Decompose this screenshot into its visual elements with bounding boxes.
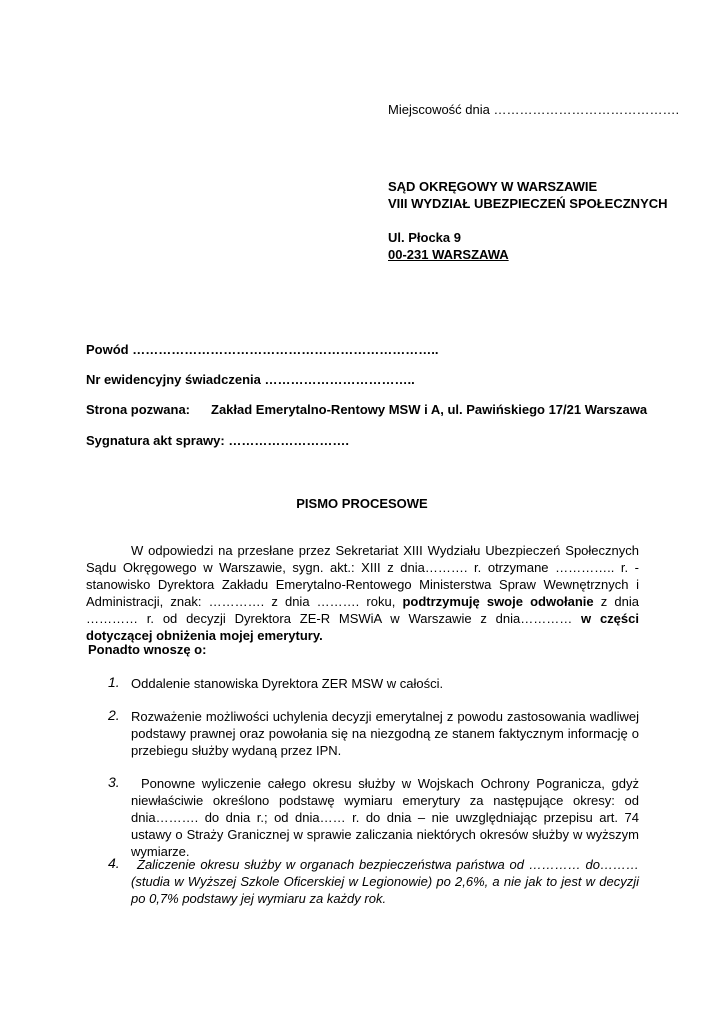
item-number: 1. bbox=[108, 674, 120, 690]
defendant-field bbox=[86, 401, 648, 418]
court-name: SĄD OKRĘGOWY W WARSZAWIE bbox=[388, 179, 598, 194]
case-signature-field: Sygnatura akt sprawy: ………………………. bbox=[86, 433, 349, 448]
defendant-label: Strona pozwana: bbox=[86, 402, 191, 417]
item-number: 3. bbox=[108, 774, 120, 790]
item-number: 2. bbox=[108, 707, 120, 723]
item-text: Oddalenie stanowiska Dyrektora ZER MSW w całości. bbox=[131, 676, 444, 691]
item-number: 4. bbox=[108, 855, 120, 871]
benefit-number-field: Nr ewidencyjny świadczenia …………………………….. bbox=[86, 372, 415, 387]
court-address-block bbox=[388, 178, 668, 263]
item-text: Ponowne wyliczenie całego okresu służby w Wojskach Ochrony Pogranicza, gdyż niewłaściwie określono podstawę wymiaru emerytury za następujące okresy: od dnia………. do dnia r.; od dnia…… r. do dnia – nie uwzględniając przepisu art. 74 ustawy o Straży Granicznej w sprawie zaliczania niektórych okresów służby w wyższym wymiarze. bbox=[131, 776, 639, 859]
document-title: PISMO PROCESOWE bbox=[296, 496, 428, 511]
court-street: Ul. Płocka 9 bbox=[388, 230, 461, 245]
court-postal-city: 00-231 WARSZAWA bbox=[388, 247, 509, 262]
defendant-value: Zakład Emerytalno-Rentowy MSW i A, ul. Pawińskiego 17/21 Warszawa bbox=[211, 402, 648, 417]
item-text: Zaliczenie okresu służby w organach bezpieczeństwa państwa od ………… do……… (studia w Wyższej Szkole Oficerskiej w Legionowie) po 2,6%, a nie jak to jest w decyzji po 0,7% podstawy jej wymiaru za każdy rok. bbox=[131, 857, 639, 906]
intro-paragraph: W odpowiedzi na przesłane przez Sekretariat XIII Wydziału Ubezpieczeń Społecznych Sądu Okręgowego w Warszawie, sygn. akt.: XIII z dnia………. r. otrzymane ………….. r. - stanowisko Dyrektora Zakładu Emerytalno-Rentowego Ministerstwa Spraw Wewnętrznych i Administracji, znak: …………. z dnia ………. roku, podtrzymuję swoje odwołanie z dnia ………… r. od decyzji Dyrektora ZE-R MSWiA w Warszawie z dnia………… w części dotyczącej obniżenia mojej emerytury. bbox=[86, 543, 639, 643]
requests-heading: Ponadto wnoszę o: bbox=[88, 642, 207, 657]
item-text: Rozważenie możliwości uchylenia decyzji emerytalnej z powodu zastosowania wadliwej podstawy prawnej oraz powołania się na niezgodną ze stanem faktycznym informację o przebiegu służby wydaną przez IPN. bbox=[131, 709, 639, 758]
court-division: VIII WYDZIAŁ UBEZPIECZEŃ SPOŁECZNYCH bbox=[388, 196, 668, 211]
date-place-line: Miejscowość dnia ……………………………………. bbox=[388, 102, 680, 117]
plaintiff-field: Powód …………………………………………………………….. bbox=[86, 342, 439, 357]
